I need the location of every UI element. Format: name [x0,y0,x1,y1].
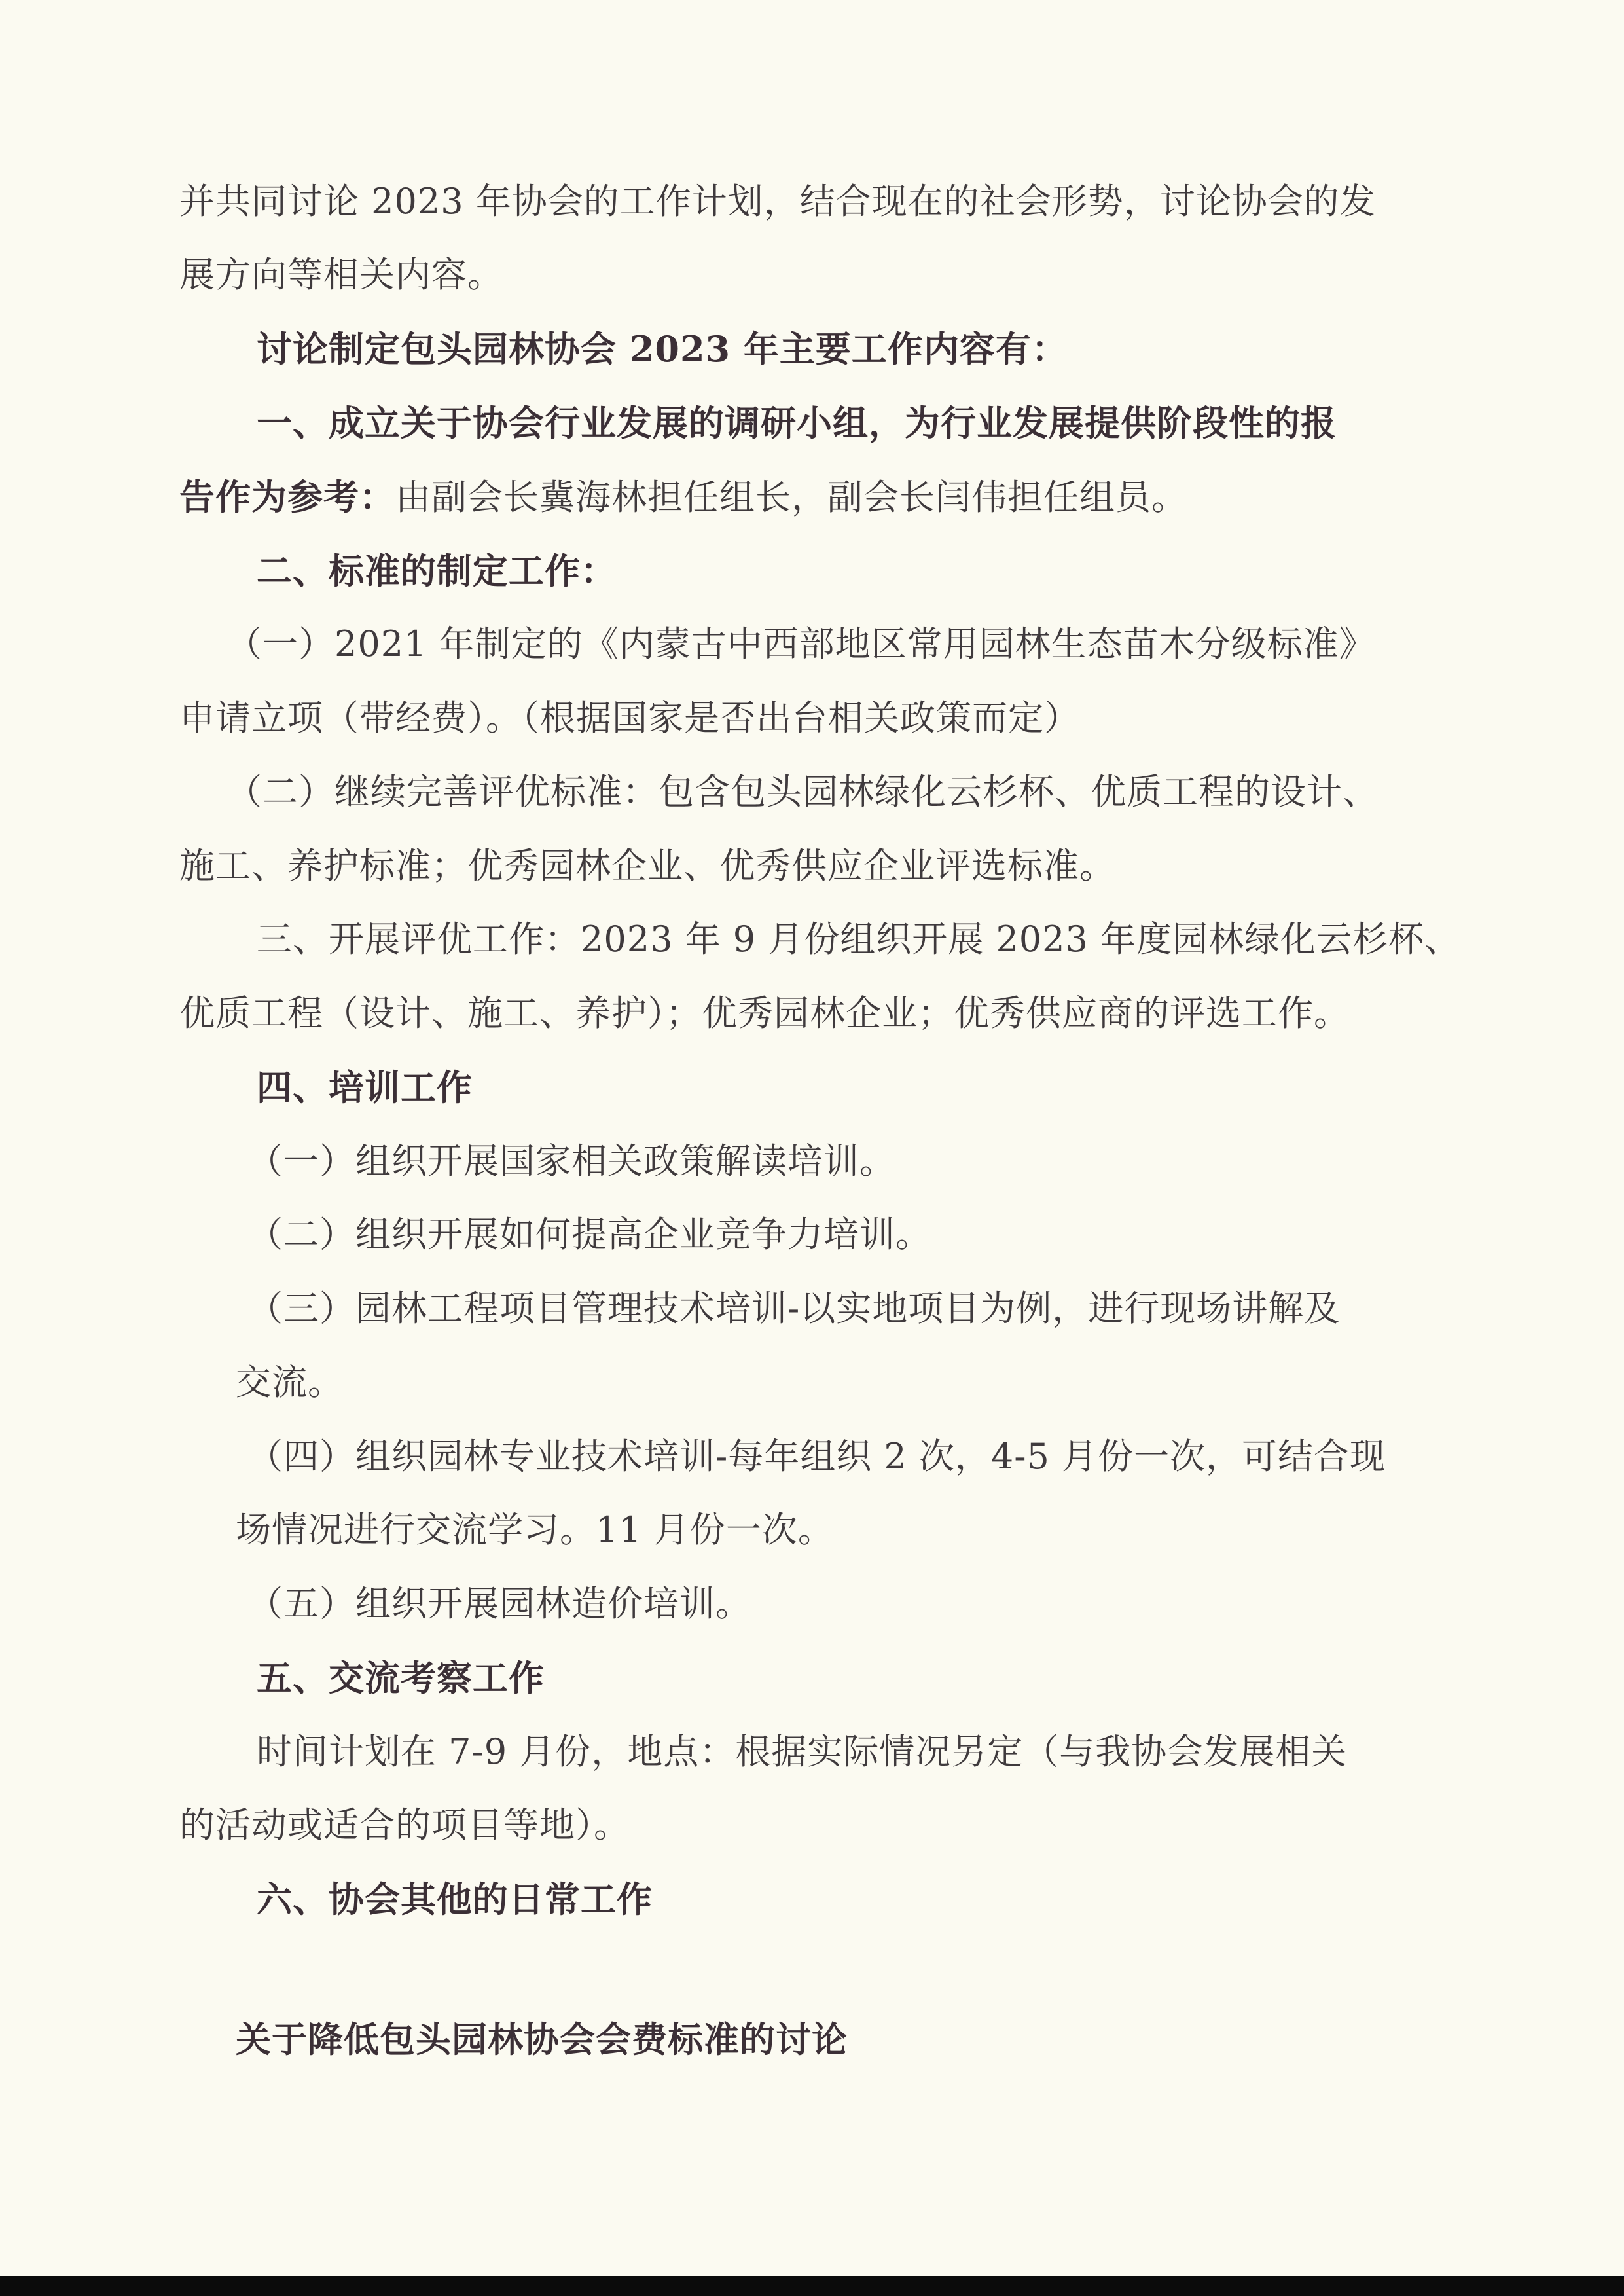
item2-heading: 二、标准的制定工作： [257,550,617,592]
item4-sub5: （五）组织开展园林造价培训。 [247,1583,751,1624]
closing-heading: 关于降低包头园林协会会费标准的讨论 [236,2018,848,2060]
item4-sub3-line-1: （三）园林工程项目管理技术培训-以实地项目为例，进行现场讲解及 [247,1288,1341,1329]
item3-line-2: 优质工程（设计、施工、养护）；优秀园林企业；优秀供应商的评选工作。 [179,993,1350,1034]
item2-sub2-line-1: （二）继续完善评优标准：包含包头园林绿化云杉杯、优质工程的设计、 [226,771,1379,812]
intro-line-2: 展方向等相关内容。 [179,254,503,295]
scan-bottom-edge [0,2276,1624,2296]
item6-heading: 六、协会其他的日常工作 [257,1878,653,1920]
item4-sub3-line-2: 交流。 [236,1362,344,1403]
item4-sub1: （一）组织开展国家相关政策解读培训。 [247,1140,895,1182]
item5-line-2: 的活动或适合的项目等地）。 [179,1804,630,1846]
item3-line-1: 三、开展评优工作：2023 年 9 月份组织开展 2023 年度园林绿化云杉杯、 [257,919,1461,960]
item4-sub4-line-1: （四）组织园林专业技术培训-每年组织 2 次，4-5 月份一次，可结合现 [247,1436,1386,1477]
item4-sub4-line-2: 场情况进行交流学习。11 月份一次。 [236,1509,834,1550]
item5-line-1: 时间计划在 7-9 月份，地点：根据实际情况另定（与我协会发展相关 [257,1731,1348,1772]
item1-line-2 [179,473,1187,521]
intro-line-1: 并共同讨论 2023 年协会的工作计划，结合现在的社会形势，讨论协会的发 [179,181,1376,222]
section-heading: 讨论制定包头园林协会 2023 年主要工作内容有： [257,328,1068,370]
item4-heading: 四、培训工作 [257,1066,473,1108]
item1-body: 由副会长冀海林担任组长，副会长闫伟担任组员。 [395,477,1187,518]
item4-sub2: （二）组织开展如何提高企业竞争力培训。 [247,1214,931,1255]
item2-sub1-line-2: 申请立项（带经费）。（根据国家是否出台相关政策而定） [179,697,1080,738]
item2-sub1-line-1: （一）2021 年制定的《内蒙古中西部地区常用园林生态苗木分级标准》 [226,623,1375,665]
item1-heading-line-1: 一、成立关于协会行业发展的调研小组，为行业发展提供阶段性的报 [257,402,1337,444]
item5-heading: 五、交流考察工作 [257,1657,545,1699]
item2-sub2-line-2: 施工、养护标准；优秀园林企业、优秀供应企业评选标准。 [179,845,1115,886]
item1-heading-line-2: 告作为参考： [179,476,395,518]
